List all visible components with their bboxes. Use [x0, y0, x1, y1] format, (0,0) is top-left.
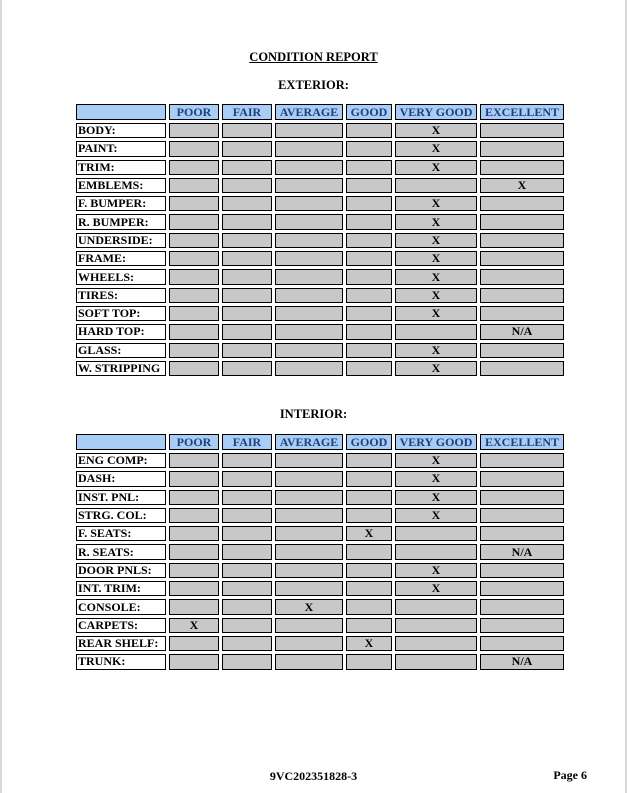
rating-cell — [395, 599, 477, 614]
rating-cell — [275, 526, 343, 541]
rating-cell — [395, 618, 477, 633]
row-label: INT. TRIM: — [76, 581, 166, 596]
rating-cell — [346, 654, 392, 669]
rating-cell — [169, 288, 219, 303]
rating-cell: X — [395, 251, 477, 266]
column-header: EXCELLENT — [480, 104, 564, 120]
rating-cell — [346, 563, 392, 578]
row-label: UNDERSIDE: — [76, 233, 166, 248]
row-label: F. BUMPER: — [76, 196, 166, 211]
rating-cell — [275, 160, 343, 175]
exterior-condition-table — [73, 101, 567, 379]
rating-cell — [222, 196, 272, 211]
rating-cell — [480, 508, 564, 523]
rating-cell — [346, 251, 392, 266]
rating-cell — [480, 636, 564, 651]
rating-cell: X — [395, 306, 477, 321]
table-row — [76, 618, 564, 633]
rating-cell — [169, 269, 219, 284]
column-header: GOOD — [346, 434, 392, 450]
column-header: VERY GOOD — [395, 434, 477, 450]
row-label: CARPETS: — [76, 618, 166, 633]
row-label: PAINT: — [76, 141, 166, 156]
row-label: DOOR PNLS: — [76, 563, 166, 578]
rating-cell — [395, 544, 477, 559]
table-row — [76, 288, 564, 303]
rating-cell — [275, 471, 343, 486]
rating-cell — [480, 581, 564, 596]
rating-cell — [222, 453, 272, 468]
rating-cell — [169, 141, 219, 156]
rating-cell — [346, 508, 392, 523]
rating-cell — [395, 324, 477, 339]
header-corner-cell — [76, 104, 166, 120]
rating-cell — [480, 453, 564, 468]
row-label: R. SEATS: — [76, 544, 166, 559]
rating-cell: X — [275, 599, 343, 614]
rating-cell — [275, 123, 343, 138]
rating-cell — [346, 599, 392, 614]
table-row — [76, 178, 564, 193]
row-label: EMBLEMS: — [76, 178, 166, 193]
rating-cell — [395, 654, 477, 669]
rating-cell — [346, 324, 392, 339]
rating-cell — [169, 508, 219, 523]
table-row — [76, 123, 564, 138]
rating-cell — [169, 160, 219, 175]
rating-cell — [346, 618, 392, 633]
rating-cell — [169, 599, 219, 614]
rating-cell — [275, 269, 343, 284]
rating-cell — [346, 269, 392, 284]
rating-cell: X — [395, 490, 477, 505]
rating-cell — [222, 526, 272, 541]
table-row — [76, 654, 564, 669]
rating-cell — [169, 343, 219, 358]
column-header: POOR — [169, 434, 219, 450]
rating-cell — [275, 361, 343, 376]
rating-cell: X — [395, 196, 477, 211]
rating-cell — [169, 196, 219, 211]
rating-cell — [275, 654, 343, 669]
row-label: WHEELS: — [76, 269, 166, 284]
rating-cell — [222, 490, 272, 505]
header-row — [76, 104, 564, 120]
table-row — [76, 141, 564, 156]
rating-cell: X — [395, 214, 477, 229]
rating-cell — [480, 343, 564, 358]
rating-cell — [222, 288, 272, 303]
rating-cell — [169, 544, 219, 559]
rating-cell — [169, 490, 219, 505]
row-label: INST. PNL: — [76, 490, 166, 505]
table-row — [76, 160, 564, 175]
rating-cell: X — [346, 636, 392, 651]
document-id: 9VC202351828-3 — [269, 769, 358, 783]
rating-cell — [480, 214, 564, 229]
table-row — [76, 599, 564, 614]
table-row — [76, 581, 564, 596]
interior-condition-table — [73, 431, 567, 673]
row-label: GLASS: — [76, 343, 166, 358]
rating-cell — [346, 343, 392, 358]
rating-cell — [275, 233, 343, 248]
rating-cell — [346, 214, 392, 229]
row-label: CONSOLE: — [76, 599, 166, 614]
rating-cell: X — [169, 618, 219, 633]
table-row — [76, 269, 564, 284]
rating-cell — [480, 288, 564, 303]
row-label: TIRES: — [76, 288, 166, 303]
rating-cell — [169, 178, 219, 193]
rating-cell — [480, 599, 564, 614]
exterior-heading: EXTERIOR: — [278, 78, 349, 92]
rating-cell — [275, 178, 343, 193]
rating-cell — [480, 141, 564, 156]
rating-cell — [275, 563, 343, 578]
row-label: W. STRIPPING — [76, 361, 166, 376]
rating-cell — [169, 563, 219, 578]
rating-cell — [480, 251, 564, 266]
column-header: VERY GOOD — [395, 104, 477, 120]
table-row — [76, 214, 564, 229]
rating-cell — [346, 361, 392, 376]
table-row — [76, 196, 564, 211]
rating-cell — [222, 160, 272, 175]
rating-cell — [275, 324, 343, 339]
rating-cell — [275, 508, 343, 523]
row-label: R. BUMPER: — [76, 214, 166, 229]
rating-cell — [480, 490, 564, 505]
rating-cell — [275, 544, 343, 559]
rating-cell — [346, 453, 392, 468]
rating-cell: X — [395, 453, 477, 468]
rating-cell — [275, 581, 343, 596]
rating-cell: X — [395, 233, 477, 248]
column-header: AVERAGE — [275, 434, 343, 450]
rating-cell — [169, 361, 219, 376]
rating-cell: X — [395, 508, 477, 523]
rating-cell — [169, 251, 219, 266]
rating-cell — [222, 178, 272, 193]
row-label: DASH: — [76, 471, 166, 486]
rating-cell — [222, 654, 272, 669]
column-header: FAIR — [222, 434, 272, 450]
rating-cell: X — [395, 581, 477, 596]
interior-heading: INTERIOR: — [279, 407, 348, 421]
rating-cell — [346, 123, 392, 138]
table-row — [76, 490, 564, 505]
rating-cell — [346, 288, 392, 303]
column-header: AVERAGE — [275, 104, 343, 120]
rating-cell — [480, 123, 564, 138]
row-label: REAR SHELF: — [76, 636, 166, 651]
table-row — [76, 508, 564, 523]
rating-cell — [275, 196, 343, 211]
rating-cell: X — [480, 178, 564, 193]
table-row — [76, 563, 564, 578]
table-row — [76, 636, 564, 651]
rating-cell — [169, 123, 219, 138]
rating-cell — [222, 563, 272, 578]
rating-cell: X — [395, 288, 477, 303]
rating-cell — [346, 196, 392, 211]
rating-cell — [346, 544, 392, 559]
rating-cell: X — [395, 269, 477, 284]
rating-cell — [275, 453, 343, 468]
rating-cell — [275, 288, 343, 303]
rating-cell: X — [395, 471, 477, 486]
rating-cell — [275, 343, 343, 358]
rating-cell — [222, 123, 272, 138]
column-header: EXCELLENT — [480, 434, 564, 450]
rating-cell — [169, 233, 219, 248]
rating-cell — [222, 343, 272, 358]
rating-cell — [480, 233, 564, 248]
rating-cell — [169, 636, 219, 651]
rating-cell — [395, 636, 477, 651]
table-row — [76, 361, 564, 376]
rating-cell — [169, 581, 219, 596]
rating-cell — [222, 581, 272, 596]
page-number: Page 6 — [553, 768, 587, 782]
column-header: POOR — [169, 104, 219, 120]
rating-cell — [346, 233, 392, 248]
rating-cell — [346, 581, 392, 596]
rating-cell — [222, 636, 272, 651]
rating-cell — [346, 471, 392, 486]
rating-cell — [222, 269, 272, 284]
rating-cell — [222, 599, 272, 614]
rating-cell — [275, 618, 343, 633]
rating-cell — [480, 160, 564, 175]
rating-cell — [480, 269, 564, 284]
row-label: HARD TOP: — [76, 324, 166, 339]
rating-cell — [395, 178, 477, 193]
table-row — [76, 306, 564, 321]
rating-cell: N/A — [480, 544, 564, 559]
rating-cell — [346, 160, 392, 175]
header-row — [76, 434, 564, 450]
rating-cell — [275, 251, 343, 266]
rating-cell — [480, 471, 564, 486]
rating-cell — [222, 618, 272, 633]
rating-cell — [169, 306, 219, 321]
rating-cell: N/A — [480, 654, 564, 669]
row-label: TRUNK: — [76, 654, 166, 669]
rating-cell — [275, 141, 343, 156]
table-row — [76, 471, 564, 486]
rating-cell — [169, 526, 219, 541]
column-header: FAIR — [222, 104, 272, 120]
rating-cell — [346, 490, 392, 505]
rating-cell — [169, 324, 219, 339]
rating-cell: X — [395, 141, 477, 156]
rating-cell — [222, 306, 272, 321]
rating-cell — [275, 306, 343, 321]
table-row — [76, 343, 564, 358]
rating-cell — [395, 526, 477, 541]
rating-cell — [480, 196, 564, 211]
rating-cell — [480, 526, 564, 541]
rating-cell: X — [395, 123, 477, 138]
row-label: SOFT TOP: — [76, 306, 166, 321]
rating-cell — [222, 214, 272, 229]
rating-cell: X — [395, 343, 477, 358]
table-row — [76, 251, 564, 266]
rating-cell: X — [346, 526, 392, 541]
rating-cell — [275, 214, 343, 229]
row-label: F. SEATS: — [76, 526, 166, 541]
rating-cell — [275, 636, 343, 651]
rating-cell — [480, 306, 564, 321]
rating-cell — [480, 563, 564, 578]
rating-cell — [480, 618, 564, 633]
rating-cell — [222, 508, 272, 523]
rating-cell: X — [395, 563, 477, 578]
row-label: STRG. COL: — [76, 508, 166, 523]
page-edge-left — [0, 0, 2, 793]
rating-cell — [222, 471, 272, 486]
report-title — [0, 50, 627, 65]
table-row — [76, 526, 564, 541]
table-row — [76, 324, 564, 339]
rating-cell — [169, 214, 219, 229]
rating-cell — [222, 544, 272, 559]
rating-cell — [222, 141, 272, 156]
report-title-text: CONDITION REPORT — [249, 50, 378, 64]
rating-cell — [169, 471, 219, 486]
rating-cell — [169, 654, 219, 669]
header-corner-cell — [76, 434, 166, 450]
row-label: BODY: — [76, 123, 166, 138]
rating-cell — [222, 233, 272, 248]
row-label: ENG COMP: — [76, 453, 166, 468]
row-label: TRIM: — [76, 160, 166, 175]
rating-cell — [169, 453, 219, 468]
rating-cell: X — [395, 160, 477, 175]
table-row — [76, 233, 564, 248]
row-label: FRAME: — [76, 251, 166, 266]
table-row — [76, 453, 564, 468]
rating-cell: N/A — [480, 324, 564, 339]
rating-cell — [480, 361, 564, 376]
rating-cell — [222, 324, 272, 339]
rating-cell — [346, 178, 392, 193]
rating-cell: X — [395, 361, 477, 376]
rating-cell — [275, 490, 343, 505]
rating-cell — [222, 251, 272, 266]
column-header: GOOD — [346, 104, 392, 120]
rating-cell — [346, 306, 392, 321]
rating-cell — [222, 361, 272, 376]
rating-cell — [346, 141, 392, 156]
table-row — [76, 544, 564, 559]
